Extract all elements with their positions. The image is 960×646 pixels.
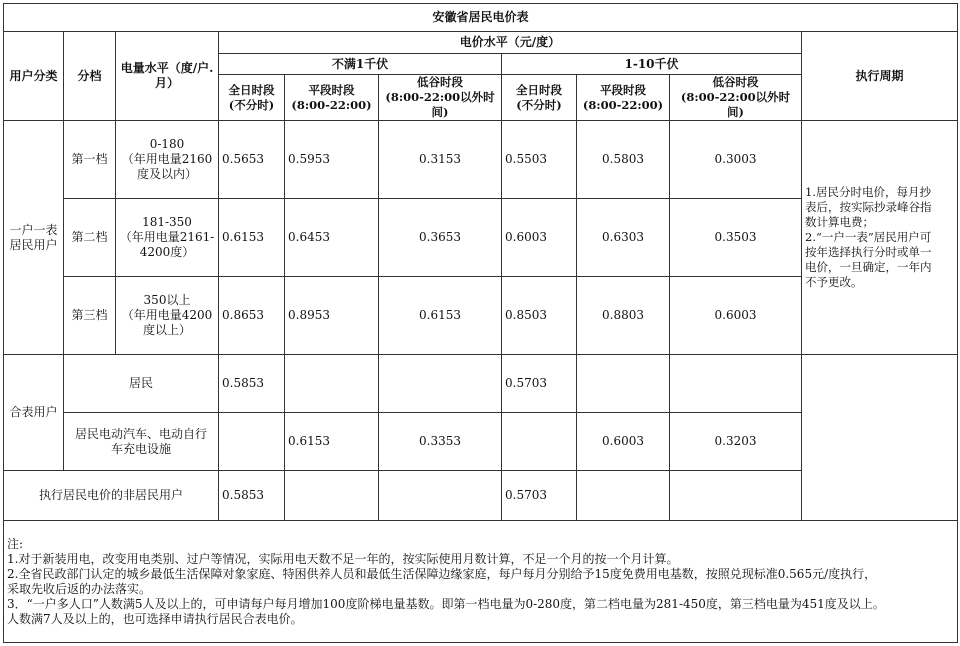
header-valley-label: 低谷时段 bbox=[712, 75, 759, 89]
price-cell: 0.3203 bbox=[670, 413, 802, 471]
price-cell: 0.5953 bbox=[285, 121, 379, 199]
price-cell: 0.8803 bbox=[577, 277, 670, 355]
tier-usage-line: 350以上 bbox=[143, 293, 191, 307]
price-cell: 0.3503 bbox=[670, 199, 802, 277]
empty-cell bbox=[219, 413, 285, 471]
period-note-line: 2.“一户一表”居民用户可 bbox=[805, 230, 932, 244]
header-usage-level: 电量水平（度/户.月） bbox=[116, 32, 219, 121]
header-tier: 分档 bbox=[64, 32, 116, 121]
empty-cell bbox=[577, 355, 670, 413]
header-period: 执行周期 bbox=[802, 32, 958, 121]
tier-usage bbox=[116, 277, 219, 355]
tier-usage bbox=[116, 199, 219, 277]
header-flat-label: 平段时段 bbox=[308, 82, 355, 97]
header-flat-1 bbox=[285, 75, 379, 121]
price-cell: 0.6153 bbox=[379, 277, 502, 355]
price-cell: 0.6153 bbox=[219, 199, 285, 277]
empty-cell bbox=[285, 355, 379, 413]
tier-usage bbox=[116, 121, 219, 199]
header-flat-10 bbox=[577, 75, 670, 121]
price-cell: 0.5703 bbox=[502, 355, 577, 413]
header-valley-label: 低谷时段 bbox=[417, 75, 463, 89]
price-cell: 0.5853 bbox=[219, 355, 285, 413]
header-valley-10 bbox=[670, 75, 802, 121]
note-line: 1.对于新装用电，改变用电类别、过户等情况，实际用电天数不足一年的，按实际使用月数计算，不足一个月的按一个月计算。 bbox=[7, 551, 679, 566]
empty-cell bbox=[379, 471, 502, 521]
header-valley-1 bbox=[379, 75, 502, 121]
tier-usage-line: （年用电量2160 bbox=[121, 152, 213, 166]
price-cell: 0.3353 bbox=[379, 413, 502, 471]
tier-name: 第一档 bbox=[64, 121, 116, 199]
period-note-line: 表后，按实际抄录峰谷指 bbox=[805, 200, 932, 214]
empty-cell bbox=[670, 471, 802, 521]
empty-cell bbox=[502, 413, 577, 471]
header-valley-sub: (8:00-22:00以外时间) bbox=[680, 90, 791, 119]
price-cell: 0.6453 bbox=[285, 199, 379, 277]
non-residential-label: 执行居民电价的非居民用户 bbox=[4, 471, 219, 521]
combined-residential-label: 居民 bbox=[64, 355, 219, 413]
period-note-line: 按年选择执行分时或单一 bbox=[805, 245, 932, 259]
period-note-line: 不予更改。 bbox=[805, 275, 863, 289]
combined-ev-label-line: 车充电设施 bbox=[110, 441, 171, 456]
period-note-line: 数计算电费； bbox=[805, 215, 874, 229]
tier-usage-line: 度以上） bbox=[142, 323, 191, 337]
empty-period-cell bbox=[802, 355, 958, 521]
tier-usage-line: 度及以内） bbox=[136, 167, 197, 181]
empty-cell bbox=[670, 355, 802, 413]
price-cell: 0.5703 bbox=[502, 471, 577, 521]
combined-ev-label-line: 居民电动汽车、电动自行 bbox=[74, 426, 207, 441]
header-all-day-sub: (不分时) bbox=[228, 97, 275, 112]
tier-name: 第二档 bbox=[64, 199, 116, 277]
header-all-day-sub: (不分时) bbox=[516, 97, 562, 112]
note-line: 人数满7人及以上的，也可选择申请执行居民合表电价。 bbox=[7, 611, 303, 626]
empty-cell bbox=[577, 471, 670, 521]
note-line: 采取先收后返的办法落实。 bbox=[7, 581, 152, 596]
price-cell: 0.5803 bbox=[577, 121, 670, 199]
header-flat-label: 平段时段 bbox=[600, 82, 646, 97]
header-group-below-1kv: 不满1千伏 bbox=[219, 54, 502, 75]
price-cell: 0.8653 bbox=[219, 277, 285, 355]
price-cell: 0.3003 bbox=[670, 121, 802, 199]
header-user-category: 用户分类 bbox=[4, 32, 64, 121]
combined-ev-label bbox=[64, 413, 219, 471]
tier-usage-line: 0-180 bbox=[149, 137, 185, 151]
period-note-line: 1.居民分时电价，每月抄 bbox=[805, 185, 931, 199]
header-all-day-label: 全日时段 bbox=[516, 82, 562, 97]
tariff-table bbox=[3, 3, 958, 643]
header-flat-sub: (8:00-22:00) bbox=[582, 97, 664, 112]
tier-name: 第三档 bbox=[64, 277, 116, 355]
header-all-day-label: 全日时段 bbox=[228, 82, 275, 97]
price-cell: 0.6003 bbox=[670, 277, 802, 355]
price-cell: 0.5653 bbox=[219, 121, 285, 199]
header-flat-sub: (8:00-22:00) bbox=[291, 97, 372, 112]
price-cell: 0.6003 bbox=[502, 199, 577, 277]
empty-cell bbox=[379, 355, 502, 413]
price-cell: 0.3653 bbox=[379, 199, 502, 277]
table-row bbox=[4, 355, 958, 413]
note-line: 2.全省民政部门认定的城乡最低生活保障对象家庭、特困供养人员和最低生活保障边缘家庭，每户每月分别给予15度免费用电基数，按照兑现标准0.565元/度执行， bbox=[7, 566, 877, 581]
table-title: 安徽省居民电价表 bbox=[4, 4, 958, 32]
category-combined-meter: 合表用户 bbox=[4, 355, 64, 471]
price-cell: 0.5853 bbox=[219, 471, 285, 521]
header-group-1-10kv: 1-10千伏 bbox=[502, 54, 802, 75]
price-cell: 0.8953 bbox=[285, 277, 379, 355]
header-valley-sub: (8:00-22:00以外时间) bbox=[385, 90, 495, 119]
price-cell: 0.8503 bbox=[502, 277, 577, 355]
table-row bbox=[4, 121, 958, 199]
header-all-day-1 bbox=[219, 75, 285, 121]
price-cell: 0.6003 bbox=[577, 413, 670, 471]
price-cell: 0.3153 bbox=[379, 121, 502, 199]
tier-usage-line: 181-350 bbox=[142, 215, 192, 229]
period-note-line: 电价，一旦确定，一年内 bbox=[805, 260, 932, 274]
tier-usage-line: （年用电量2161- bbox=[119, 230, 215, 244]
empty-cell bbox=[285, 471, 379, 521]
note-line: 注: bbox=[7, 536, 24, 551]
tier-usage-line: 4200度） bbox=[139, 245, 195, 259]
note-line: 3．“一户多人口”人数满5人及以上的，可申请每户每月增加100度阶梯电量基数。即第一档电量为0-280度，第二档电量为281-450度，第三档电量为451度及以上。 bbox=[7, 596, 885, 611]
notes-section bbox=[4, 521, 958, 643]
period-note bbox=[802, 121, 958, 355]
price-cell: 0.6153 bbox=[285, 413, 379, 471]
price-cell: 0.5503 bbox=[502, 121, 577, 199]
tier-usage-line: （年用电量4200 bbox=[121, 308, 213, 322]
header-price-level: 电价水平（元/度） bbox=[219, 32, 802, 54]
tariff-table-container bbox=[3, 3, 957, 643]
category-one-meter: 一户一表居民用户 bbox=[4, 121, 64, 355]
price-cell: 0.6303 bbox=[577, 199, 670, 277]
header-all-day-10 bbox=[502, 75, 577, 121]
